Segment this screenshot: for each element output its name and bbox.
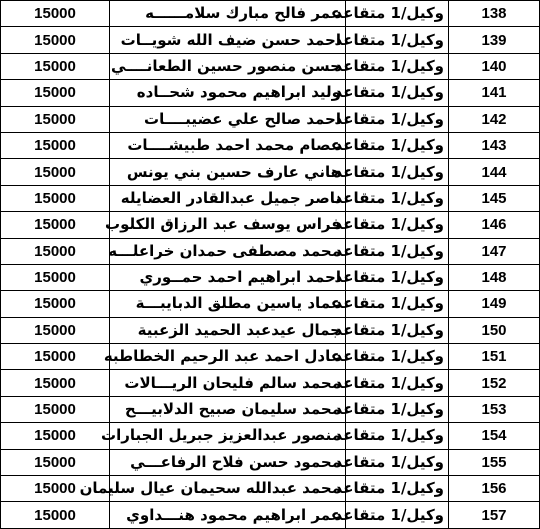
name-cell: محمد عبدالله سحيمان عيال سليمان xyxy=(110,476,346,502)
name-cell: احمد صالح علي عضيبــــات xyxy=(110,106,346,132)
name-cell: منصور عبدالعزيز جبريل الجبارات xyxy=(110,423,346,449)
amount-cell: 15000 xyxy=(1,344,110,370)
name-cell: حسن منصور حسين الطعانــــي xyxy=(110,53,346,79)
amount-cell: 15000 xyxy=(1,317,110,343)
table-row xyxy=(1,396,540,422)
name-cell: عماد ياسين مطلق الدبايبـــة xyxy=(110,291,346,317)
rank-cell: وكيل/1 متقاعد xyxy=(346,53,449,79)
rank-cell: وكيل/1 متقاعد xyxy=(346,1,449,27)
number-cell: 155 xyxy=(449,449,540,475)
rank-cell: وكيل/1 متقاعد xyxy=(346,317,449,343)
rank-cell: وكيل/1 متقاعد xyxy=(346,238,449,264)
number-cell: 153 xyxy=(449,396,540,422)
table-row xyxy=(1,185,540,211)
amount-cell: 15000 xyxy=(1,159,110,185)
table-row xyxy=(1,423,540,449)
rank-cell: وكيل/1 متقاعد xyxy=(346,27,449,53)
number-cell: 148 xyxy=(449,264,540,290)
number-cell: 143 xyxy=(449,132,540,158)
number-cell: 150 xyxy=(449,317,540,343)
table-row xyxy=(1,317,540,343)
table-body xyxy=(1,1,540,529)
number-cell: 147 xyxy=(449,238,540,264)
rank-cell: وكيل/1 متقاعد xyxy=(346,291,449,317)
rank-cell: وكيل/1 متقاعد xyxy=(346,344,449,370)
amount-cell: 15000 xyxy=(1,1,110,27)
name-cell: فراس يوسف عبد الرزاق الكلوب xyxy=(110,212,346,238)
table-row xyxy=(1,502,540,529)
table-row xyxy=(1,264,540,290)
amount-cell: 15000 xyxy=(1,185,110,211)
name-cell: هاني عارف حسين بني يونس xyxy=(110,159,346,185)
name-cell: عادل احمد عبد الرحيم الخطاطبه xyxy=(110,344,346,370)
amount-cell: 15000 xyxy=(1,370,110,396)
number-cell: 151 xyxy=(449,344,540,370)
table-row xyxy=(1,344,540,370)
rank-cell: وكيل/1 متقاعد xyxy=(346,370,449,396)
amount-cell: 15000 xyxy=(1,423,110,449)
number-cell: 139 xyxy=(449,27,540,53)
amount-cell: 15000 xyxy=(1,291,110,317)
table-row xyxy=(1,132,540,158)
name-cell: محمد سالم فليحان الريـــالات xyxy=(110,370,346,396)
rank-cell: وكيل/1 متقاعد xyxy=(346,106,449,132)
name-cell: ناصر جميل عبدالقادر العضايله xyxy=(110,185,346,211)
name-cell: جمال عيدعبد الحميد الزعبية xyxy=(110,317,346,343)
amount-cell: 15000 xyxy=(1,212,110,238)
rank-cell: وكيل/1 متقاعد xyxy=(346,423,449,449)
rank-cell: وكيل/1 متقاعد xyxy=(346,212,449,238)
name-cell: محمود حسن فلاح الرفاعـــي xyxy=(110,449,346,475)
name-cell: عمر ابراهيم محمود هنـــداوي xyxy=(110,502,346,529)
rank-cell: وكيل/1 متقاعد xyxy=(346,80,449,106)
number-cell: 157 xyxy=(449,502,540,529)
table-row xyxy=(1,106,540,132)
table-row xyxy=(1,80,540,106)
name-cell: احمد ابراهيم احمد حمــوري xyxy=(110,264,346,290)
rank-cell: وكيل/1 متقاعد xyxy=(346,132,449,158)
rank-cell: وكيل/1 متقاعد xyxy=(346,476,449,502)
table-row xyxy=(1,370,540,396)
table-row xyxy=(1,238,540,264)
name-cell: احمد حسن ضيف الله شويــات xyxy=(110,27,346,53)
amount-cell: 15000 xyxy=(1,502,110,529)
amount-cell: 15000 xyxy=(1,106,110,132)
name-cell: محمد مصطفى حمدان خراعلـــه xyxy=(110,238,346,264)
amount-cell: 15000 xyxy=(1,264,110,290)
number-cell: 149 xyxy=(449,291,540,317)
rank-cell: وكيل/1 متقاعد xyxy=(346,502,449,529)
name-cell: وليد ابراهيم محمود شحــاده xyxy=(110,80,346,106)
table-row xyxy=(1,159,540,185)
table-row xyxy=(1,449,540,475)
table-row xyxy=(1,291,540,317)
number-cell: 154 xyxy=(449,423,540,449)
amount-cell: 15000 xyxy=(1,132,110,158)
number-cell: 140 xyxy=(449,53,540,79)
amount-cell: 15000 xyxy=(1,476,110,502)
amount-cell: 15000 xyxy=(1,449,110,475)
table-row xyxy=(1,212,540,238)
name-cell: محمد سليمان صبيح الدلابيـــح xyxy=(110,396,346,422)
rank-cell: وكيل/1 متقاعد xyxy=(346,449,449,475)
name-cell: عصام محمد احمد طبيشــــات xyxy=(110,132,346,158)
number-cell: 145 xyxy=(449,185,540,211)
number-cell: 144 xyxy=(449,159,540,185)
rank-cell: وكيل/1 متقاعد xyxy=(346,159,449,185)
table-row xyxy=(1,53,540,79)
rank-cell: وكيل/1 متقاعد xyxy=(346,396,449,422)
rank-cell: وكيل/1 متقاعد xyxy=(346,185,449,211)
number-cell: 138 xyxy=(449,1,540,27)
table-row xyxy=(1,476,540,502)
number-cell: 146 xyxy=(449,212,540,238)
table-row xyxy=(1,27,540,53)
name-cell: عمر فالح مبارك سلامــــــه xyxy=(110,1,346,27)
table-row xyxy=(1,1,540,27)
amount-cell: 15000 xyxy=(1,238,110,264)
rank-cell: وكيل/1 متقاعد xyxy=(346,264,449,290)
number-cell: 152 xyxy=(449,370,540,396)
amount-cell: 15000 xyxy=(1,396,110,422)
number-cell: 141 xyxy=(449,80,540,106)
number-cell: 156 xyxy=(449,476,540,502)
amount-cell: 15000 xyxy=(1,80,110,106)
amount-cell: 15000 xyxy=(1,53,110,79)
amount-cell: 15000 xyxy=(1,27,110,53)
number-cell: 142 xyxy=(449,106,540,132)
